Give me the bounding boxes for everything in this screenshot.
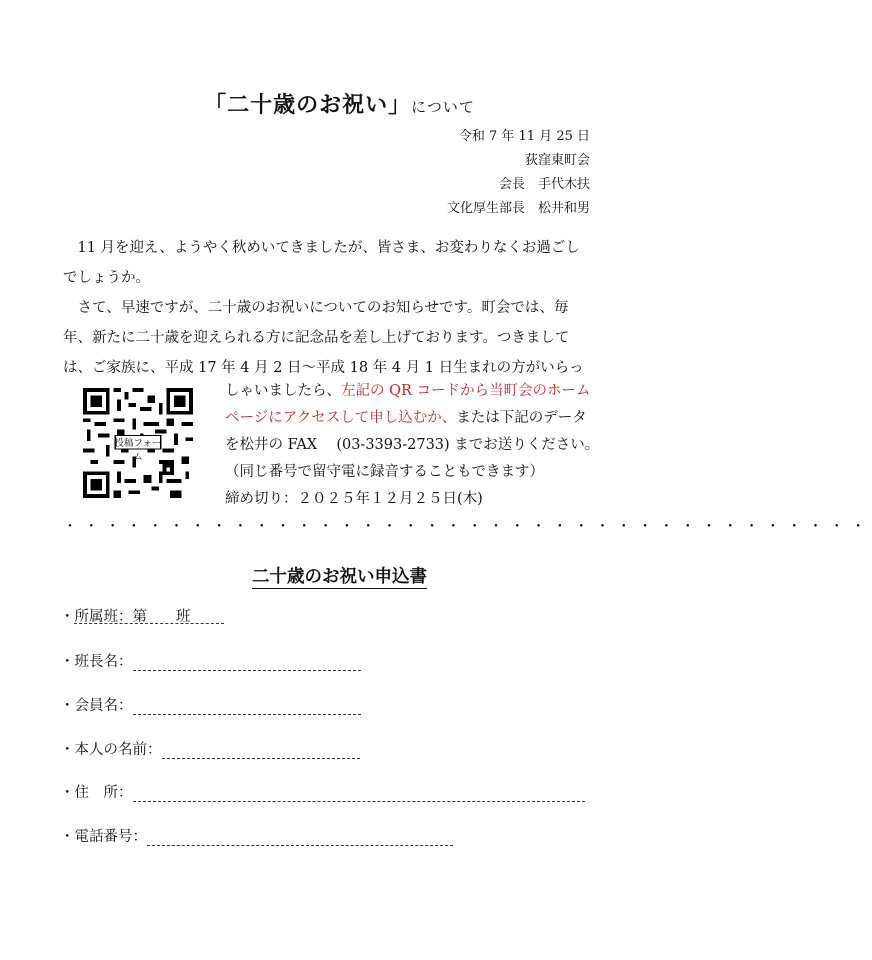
field-label: ・会員名： (60, 698, 133, 714)
voicemail-note: （同じ番号で留守電に録音することもできます） (225, 464, 544, 480)
qr-link-text: 左記の QR コードから当町会のホーム (341, 383, 591, 399)
field-address[interactable] (60, 781, 585, 803)
field-line (133, 785, 585, 802)
field-phone[interactable] (60, 825, 453, 847)
deadline: 締め切り：２０２５年１２月２５日(木) (225, 491, 483, 507)
issue-date: 令和 7 年 11 月 25 日 (458, 129, 590, 144)
field-label: ・本人の名前： (60, 742, 162, 758)
field-label: ・電話番号： (60, 829, 147, 845)
qr-instructions (225, 378, 625, 513)
text-line: 年、新たに二十歳を迎えられる方に記念品を差し上げております。つきまして (63, 330, 570, 346)
paragraph-greeting (63, 233, 619, 383)
text-line: は、ご家族に、平成 17 年 4 月 2 日～平成 18 年 4 月 1 日生まれの方がいらっ (63, 360, 584, 376)
field-label: ・所属班：第 班 (60, 609, 191, 625)
organization: 荻窪東町会 (524, 153, 590, 168)
fax-instructions: を松井の FAX (03-3393-2733) までお送りください。 (225, 437, 600, 453)
field-line (133, 698, 361, 715)
field-line (147, 829, 453, 846)
field-underline (74, 623, 224, 624)
text-segment: または下記のデータ (456, 410, 587, 426)
chairperson: 会長 手代木扶 (498, 177, 590, 192)
form-title-text: 二十歳のお祝い申込書 (252, 567, 427, 587)
field-line (162, 742, 360, 759)
text-line (225, 378, 625, 405)
field-line (133, 654, 361, 671)
department-head: 文化厚生部長 松井和男 (446, 201, 590, 216)
title-main: 「二十歳のお祝い」 (204, 92, 412, 118)
field-group[interactable] (60, 605, 191, 627)
text-segment: しゃいましたら、 (225, 383, 341, 399)
text-line: でしょうか。 (63, 270, 150, 286)
qr-label: 投稿フォーム (114, 438, 162, 463)
field-label: ・住 所： (60, 785, 133, 801)
field-leader-name[interactable] (60, 650, 361, 672)
field-member-name[interactable] (60, 694, 361, 716)
field-label: ・班長名： (60, 654, 133, 670)
field-person-name[interactable] (60, 738, 360, 760)
form-title (0, 563, 679, 588)
text-line (225, 405, 625, 432)
page-title (0, 88, 679, 119)
text-line: 11 月を迎え、ようやく秋めいてきましたが、皆さま、お変わりなくお過ごし (77, 240, 580, 256)
cut-line-separator: ・・・・・・・・・・・・・・・・・・・・・・・・・・・・・・・・・・・・・・ (63, 519, 872, 535)
title-suffix: について (411, 98, 475, 116)
text-line: さて、早速ですが、二十歳のお祝いについてのお知らせです。町会では、毎 (77, 300, 569, 316)
qr-code[interactable] (83, 388, 193, 498)
qr-link-text: ページにアクセスして申し込むか、 (225, 410, 457, 426)
